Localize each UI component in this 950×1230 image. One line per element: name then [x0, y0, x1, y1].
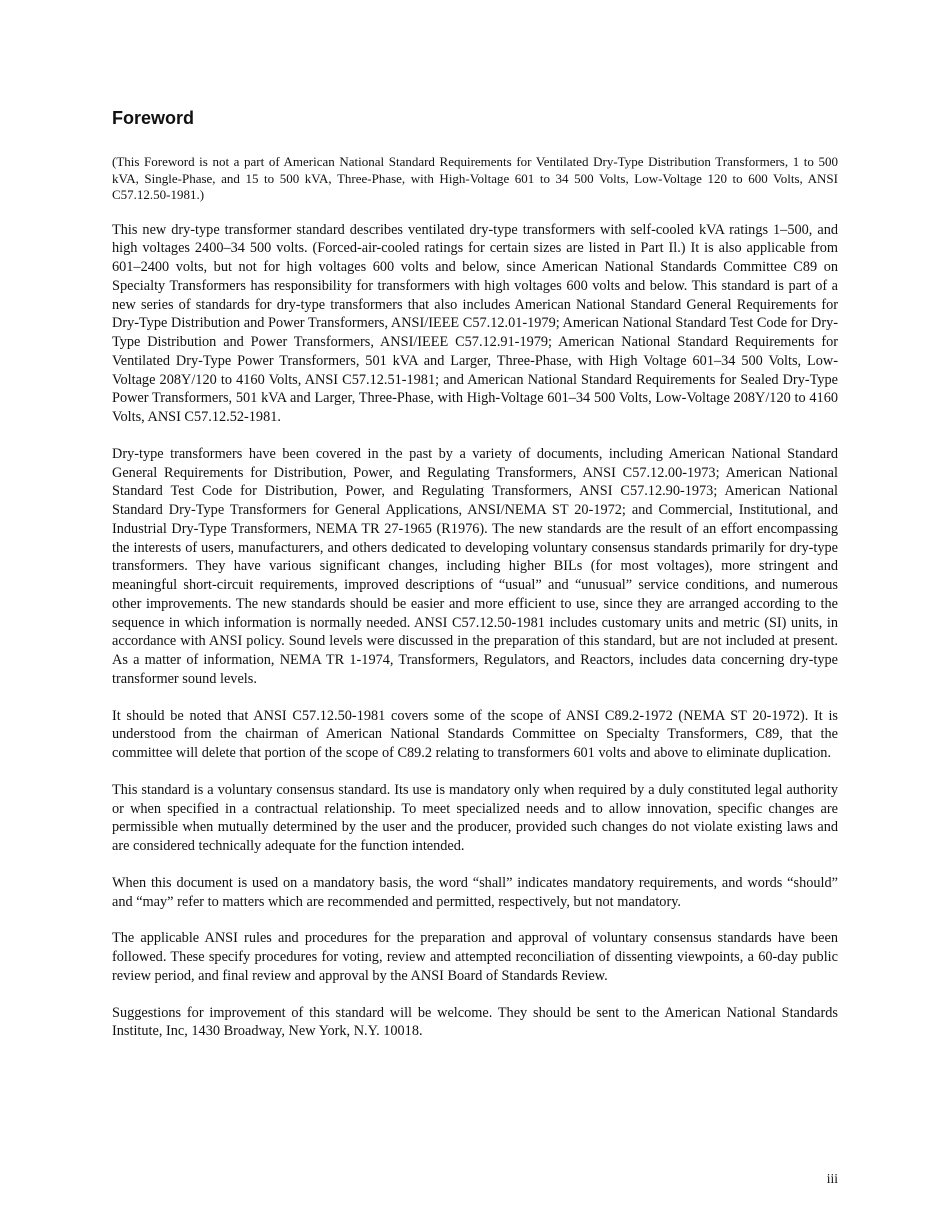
- paragraph-suggestions: Suggestions for improvement of this standard will be welcome. They should be sent to the American National Standards Institute, Inc, 1430 Broadway, New York, N.Y. 10018.: [112, 1004, 838, 1040]
- document-page: [112, 106, 838, 1059]
- paragraph-ansi-procedures: The applicable ANSI rules and procedures for the preparation and approval of voluntary consensus standards have been followed. These specify procedures for voting, review and attempted reconciliation of dissenting viewpoints, a 60-day public review period, and final review and approval by the ANSI Board of Standards Review.: [112, 930, 838, 984]
- paragraph-c89-scope: It should be noted that ANSI C57.12.50-1981 covers some of the scope of ANSI C89.2-1972 (NEMA ST 20-1972). It is understood from the chairman of American National Standards Committee on Specialty Transformers, C89, that the committee will delete that portion of the scope of C89.2 relating to transformers 601 volts and above to eliminate duplication.: [112, 707, 838, 761]
- paragraph-history: Dry-type transformers have been covered in the past by a variety of documents, including American National Standard General Requirements for Distribution, Power, and Regulating Transformers, ANSI C57.12.00-1973; American National Standard Test Code for Distribution, Power, and Regulating Transformers, ANSI C57.12.90-1973; American National Standard Dry-Type Transformers for General Applications, ANSI/NEMA ST 20-1972; and Commercial, Institutional, and Industrial Dry-Type Transformers, NEMA TR 27-1965 (R1976). The new standards are the result of an effort encompassing the interests of users, manufacturers, and others dedicated to developing voluntary consensus standards primarily for dry-type transformers. They have various significant changes, including higher BILs (for most voltages), more stringent and meaningful short-circuit requirements, improved descriptions of “usual” and “unusual” service conditions, and numerous other improvements. The new standards should be easier and more efficient to use, since they are arranged according to the sequence in which information is normally needed. ANSI C57.12.50-1981 includes customary units and metric (SI) units, in accordance with ANSI policy. Sound levels were discussed in the preparation of this standard, but are not included at present. As a matter of information, NEMA TR 1-1974, Transformers, Regulators, and Reactors, includes data concerning dry-type transformer sound levels.: [112, 445, 838, 687]
- foreword-disclaimer-note: (This Foreword is not a part of American National Standard Requirements for Ventilated Dry-Type Distribution Transformers, 1 to 500 kVA, Single-Phase, and 15 to 500 kVA, Three-Phase, with High-Voltage 601 to 34 500 Volts, Low-Voltage 120 to 600 Volts, ANSI C57.12.50-1981.): [112, 154, 838, 202]
- page-number: iii: [826, 1171, 838, 1186]
- paragraph-mandatory-terms: When this document is used on a mandatory basis, the word “shall” indicates mandatory requirements, and words “should” and “may” refer to matters which are recommended and permitted, respectively, but not mandatory.: [112, 874, 838, 910]
- foreword-heading: Foreword: [112, 108, 195, 128]
- paragraph-voluntary-standard: This standard is a voluntary consensus standard. Its use is mandatory only when required by a duly constituted legal authority or when specified in a contractual relationship. To meet specialized needs and to allow innovation, specific changes are permissible when mutually determined by the user and the producer, provided such changes do not violate existing laws and are considered technically adequate for the function intended.: [112, 781, 838, 854]
- paragraph-scope: This new dry-type transformer standard describes ventilated dry-type transformers with self-cooled kVA ratings 1–500, and high voltages 2400–34 500 volts. (Forced-air-cooled ratings for certain sizes are listed in Part Il.) It is also applicable from 601–2400 volts, but not for high voltages 600 volts and below, since American National Standards Committee C89 on Specialty Transformers has responsibility for transformers with high voltages 600 volts and below. This standard is part of a new series of standards for dry-type transformers that also includes American National Standard General Requirements for Dry-Type Distribution and Power Transformers, ANSI/IEEE C57.12.01-1979; American National Standard Test Code for Dry-Type Distribution and Power Transformers, ANSI/IEEE C57.12.91-1979; American National Standard Requirements for Ventilated Dry-Type Power Transformers, 501 kVA and Larger, Three-Phase, with High Voltage 601–34 500 Volts, Low-Voltage 208Y/120 to 4160 Volts, ANSI C57.12.51-1981; and American National Standard Requirements for Sealed Dry-Type Power Transformers, 501 kVA and Larger, Three-Phase, with High-Voltage 601–34 500 Volts, Low-Voltage 208Y/120 to 4160 Volts, ANSI C57.12.52-1981.: [112, 221, 838, 425]
